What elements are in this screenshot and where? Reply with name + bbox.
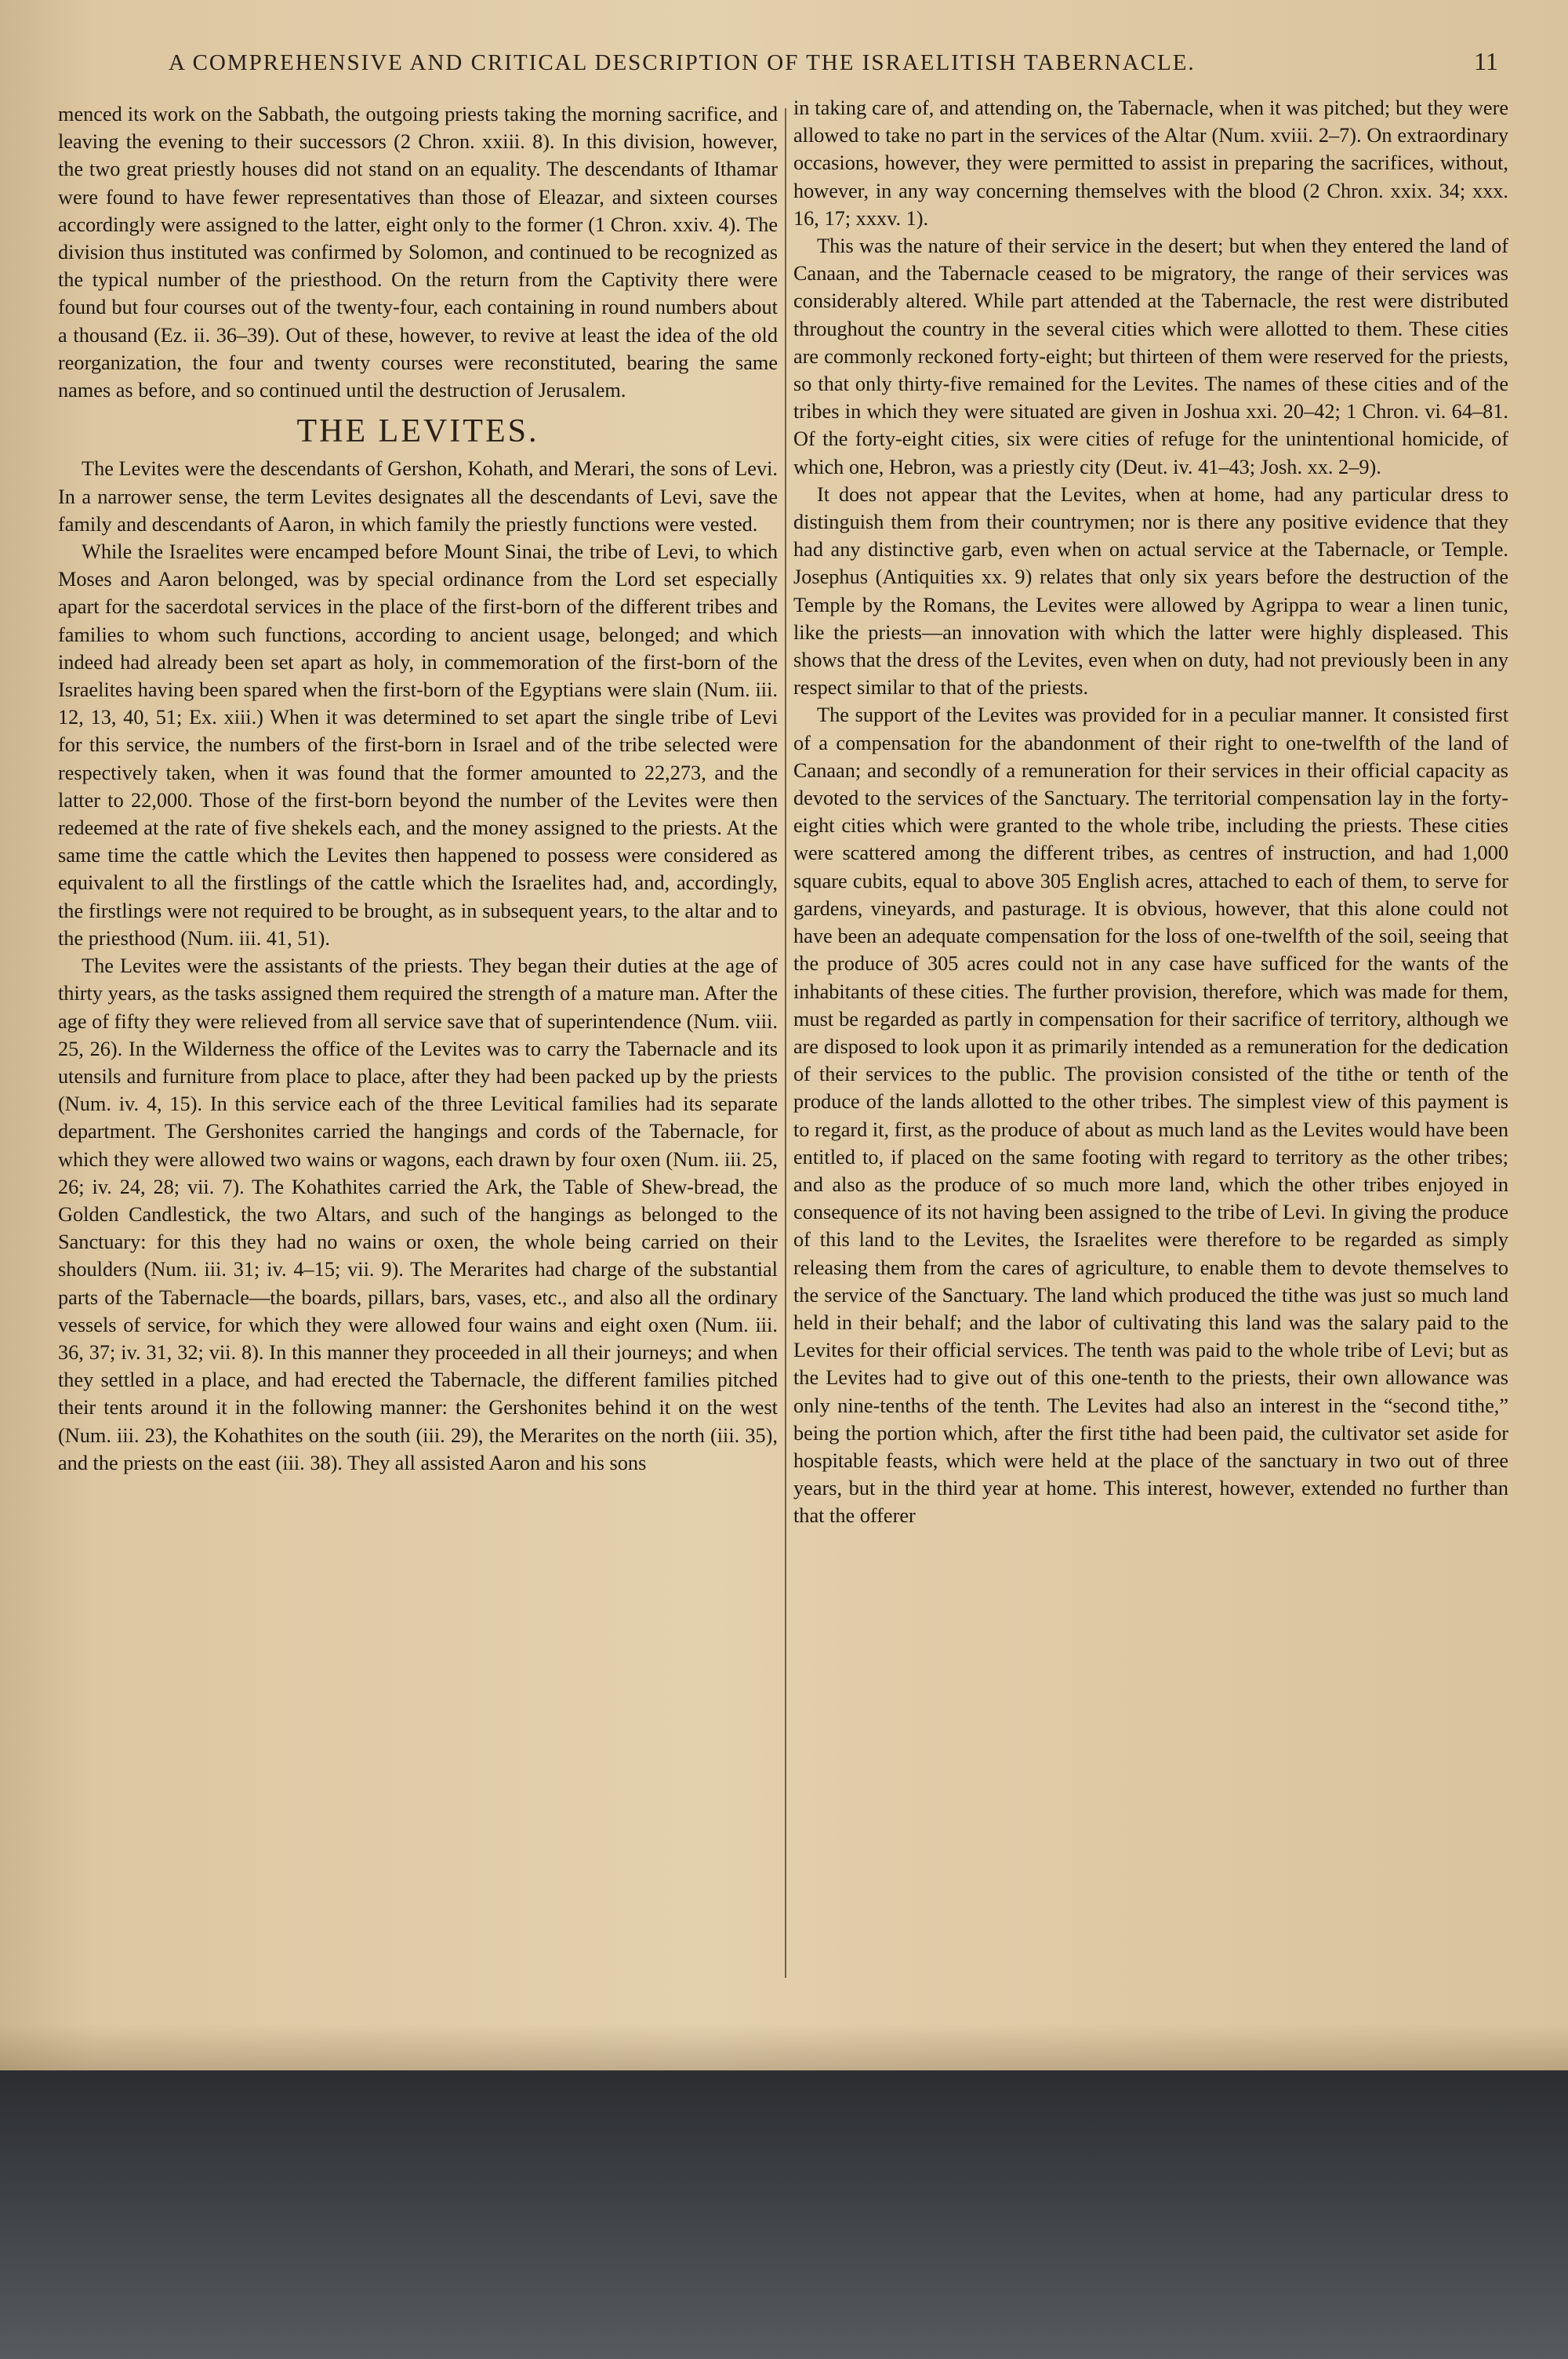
running-title: A COMPREHENSIVE AND CRITICAL DESCRIPTION OF THE ISRAELITISH TABERNACLE.	[169, 50, 1196, 75]
column-divider	[785, 108, 786, 1978]
page-number: 11	[1474, 47, 1498, 75]
section-title: THE LEVITES.	[296, 413, 539, 450]
left-paragraph-1: menced its work on the Sabbath, the outgoing priests taking the morning sacrifice, and leaving the evening to their successors (2 Chron. xxiii. 8). In this division, however, the two great priestly houses did not stand on an equality. The descendants of Ithamar were found to have fewer representatives than those of Eleazar, and sixteen courses accordingly were assigned to the latter, eight only to the former (1 Chron. xxiv. 4). The division thus instituted was confirmed by Solomon, and continued to be recognized as the typical number of the priesthood. On the return from the Captivity there were found but four courses out of the twenty-four, each containing in round numbers about a thousand (Ez. ii. 36–39). Out of these, however, to revive at least the idea of the old reorganization, the four and twenty courses were reconstituted, bearing the same names as before, and so continued until the destruction of Jerusalem.	[58, 103, 778, 402]
right-paragraph-1: in taking care of, and attending on, the Tabernacle, when it was pitched; but they were allowed to take no part in the services of the Altar (Num. xviii. 2–7). On extraordinary occasions, however, they were permitted to assist in preparing the sacrifices, without, however, in any way concerning themselves with the blood (2 Chron. xxix. 34; xxx. 16, 17; xxxv. 1).	[793, 96, 1508, 230]
scanner-background	[0, 2070, 1568, 2359]
left-paragraph-4: The Levites were the assistants of the priests. They began their duties at the age of thirty years, as the tasks assigned them required the strength of a mature man. After the age of fifty they were relieved from all service save that of superintendence (Num. viii. 25, 26). In the Wilderness the office of the Levites was to carry the Tabernacle and its utensils and furniture from place to place, after they had been packed up by the priests (Num. iv. 4, 15). In this service each of the three Levitical families had its separate department. The Gershonites carried the hangings and cords of the Tabernacle, for which they were allowed two wains or wagons, each drawn by four oxen (Num. iii. 25, 26; iv. 24, 28; vii. 7). The Kohathites carried the Ark, the Table of Shew-bread, the Golden Candlestick, the two Altars, and such of the hangings as belonged to the Sanctuary: for this they had no wains or oxen, the whole being carried on their shoulders (Num. iii. 31; iv. 4–15; vii. 9). The Merarites had charge of the substantial parts of the Tabernacle—the boards, pillars, bars, vases, etc., and also all the ordinary vessels of service, for which they were allowed four wains and eight oxen (Num. iii. 36, 37; iv. 31, 32; vii. 8). In this manner they proceeded in all their journeys; and when they settled in a place, and had erected the Tabernacle, the different families pitched their tents around it in the following manner: the Gershonites behind it on the west (Num. iii. 23), the Kohathites on the south (iii. 29), the Merarites on the north (iii. 35), and the priests on the east (iii. 38). They all assisted Aaron and his sons	[58, 954, 778, 1474]
right-paragraph-2: This was the nature of their service in the desert; but when they entered the land of Canaan, and the Tabernacle ceased to be migratory, the range of their services was considerably altered. While part attended at the Tabernacle, the rest were distributed throughout the country in the several cities which were allotted to them. These cities are commonly reckoned forty-eight; but thirteen of them were reserved for the priests, so that only thirty-five remained for the Levites. The names of these cities and of the tribes in which they were situated are given in Joshua xxi. 20–42; 1 Chron. vi. 64–81. Of the forty-eight cities, six were cities of refuge for the unintentional homicide, of which one, Hebron, was a priestly city (Deut. iv. 41–43; Josh. xx. 2–9).	[793, 234, 1508, 478]
left-column	[58, 100, 778, 1477]
right-column	[793, 94, 1508, 1530]
left-paragraph-2: The Levites were the descendants of Gershon, Kohath, and Merari, the sons of Levi. In a narrower sense, the term Levites designates all the descendants of Levi, save the family and descendants of Aaron, in which family the priestly functions were vested.	[58, 457, 778, 536]
left-paragraph-3: While the Israelites were encamped before Mount Sinai, the tribe of Levi, to which Moses and Aaron belonged, was by special ordinance from the Lord set especially apart for the sacerdotal services in the place of the first-born of the different tribes and families to whom such functions, according to ancient usage, belonged; and which indeed had already been set apart as holy, in commemoration of the first-born of the Israelites having been spared when the first-born of the Egyptians were slain (Num. iii. 12, 13, 40, 51; Ex. xiii.) When it was determined to set apart the single tribe of Levi for this service, the numbers of the first-born in Israel and of the tribe selected were respectively taken, when it was found that the former amounted to 22,273, and the latter to 22,000. Those of the first-born beyond the number of the Levites were then redeemed at the rate of five shekels each, and the money assigned to the priests. At the same time the cattle which the Levites then happened to possess were considered as equivalent to all the firstlings of the cattle which the Israelites had, and, accordingly, the firstlings were not required to be brought, as in subsequent years, to the altar and to the priesthood (Num. iii. 41, 51).	[58, 540, 778, 950]
right-paragraph-4: The support of the Levites was provided for in a peculiar manner. It consisted first of a compensation for the abandonment of their right to one-twelfth of the land of Canaan; and secondly of a remuneration for their services in their official capacity as devoted to the services of the Sanctuary. The territorial compensation lay in the forty-eight cities which were granted to the whole tribe, including the priests. These cities were scattered among the different tribes, as centres of instruction, and had 1,000 square cubits, equal to above 305 English acres, attached to each of them, to serve for gardens, vineyards, and pasturage. It is obvious, however, that this alone could not have been an adequate compensation for the loss of one-twelfth of the soil, seeing that the produce of 305 acres could not in any case have sufficed for the wants of the inhabitants of these cities. The further provision, therefore, which was made for them, must be regarded as partly in compensation for their sacrifice of territory, although we are disposed to look upon it as primarily intended as a remuneration for the dedication of their services to the public. The provision consisted of the tithe or tenth of the produce of the lands allotted to the other tribes. The simplest view of this payment is to regard it, first, as the produce of about as much land as the Levites would have been entitled to, if placed on the same footing with regard to territory as the other tribes; and also as the produce of so much more land, which the other tribes enjoyed in consequence of its not having been assigned to the tribe of Levi. In giving the produce of this land to the Levites, the Israelites were therefore to be regarded as simply releasing them from the cares of agriculture, to enable them to devote themselves to the service of the Sanctuary. The land which produced the tithe was just so much land held in their behalf; and the labor of cultivating this land was the salary paid to the Levites for their official services. The tenth was paid to the whole tribe of Levi; but as the Levites had to give out of this one-tenth to the priests, their own allowance was only nine-tenths of the tenth. The Levites had also an interest in the “second tithe,” being the portion which, after the first tithe had been paid, the cultivator set aside for hospitable feasts, which were held at the place of the sanctuary in two out of three years, but in the third year at home. This interest, however, extended no further than that the offerer	[793, 703, 1508, 1528]
right-paragraph-3: It does not appear that the Levites, when at home, had any particular dress to distinguish them from their countrymen; nor is there any positive evidence that they had any distinctive garb, even when on actual service at the Tabernacle, or Temple. Josephus (Antiquities xx. 9) relates that only six years before the destruction of the Temple by the Romans, the Levites were allowed by Agrippa to wear a linen tunic, like the priests—an innovation with which the latter were highly displeased. This shows that the dress of the Levites, even when on duty, had not previously been in any respect similar to that of the priests.	[793, 482, 1508, 700]
